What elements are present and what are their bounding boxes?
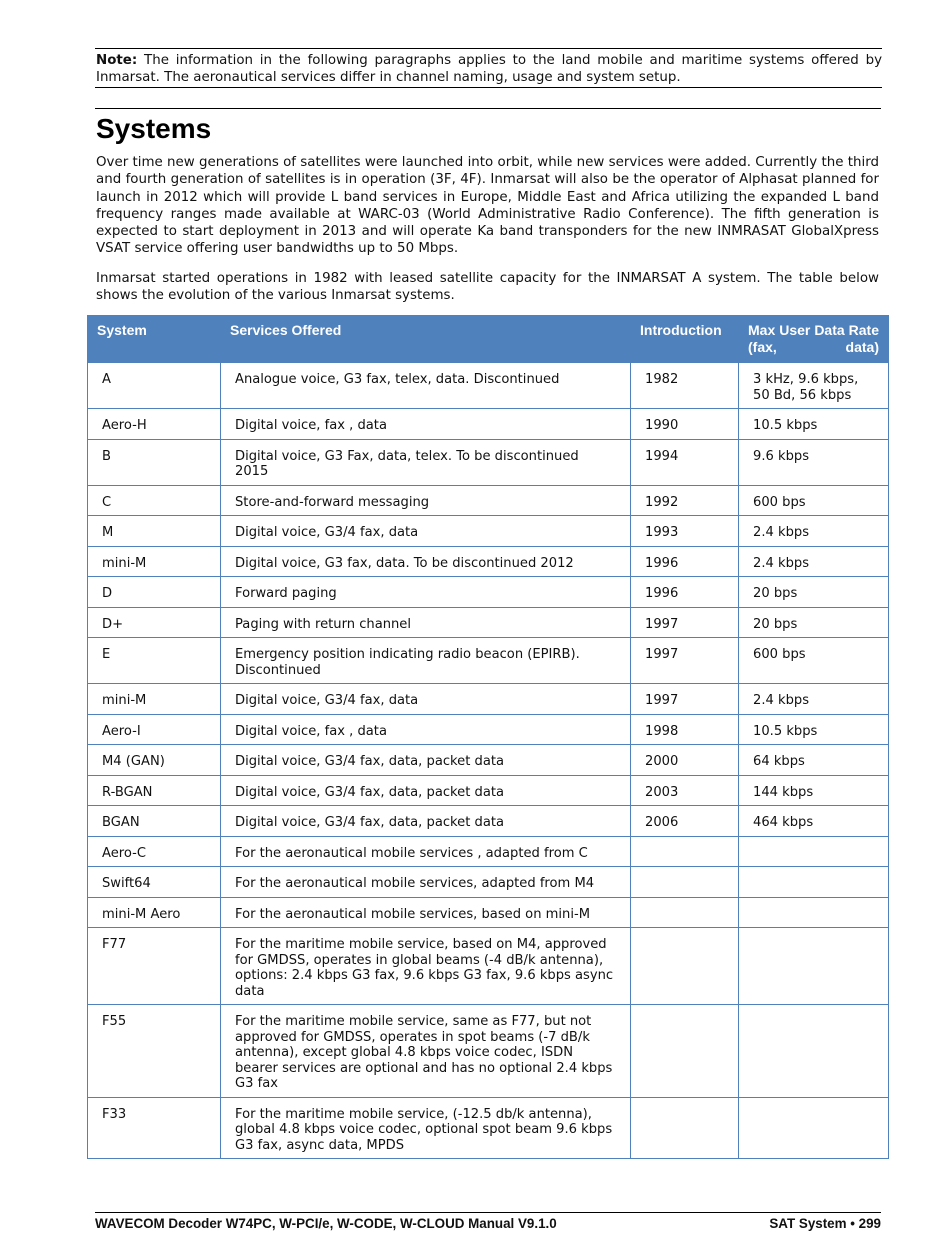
header-services: Services Offered: [221, 316, 631, 363]
cell-introduction: 1994: [631, 439, 739, 485]
cell-max-rate: 600 bps: [739, 638, 889, 684]
header-system: System: [88, 316, 221, 363]
cell-max-rate: [739, 897, 889, 928]
cell-system: Aero-H: [88, 409, 221, 440]
cell-services: Forward paging: [221, 577, 631, 608]
cell-services: Digital voice, G3 fax, data. To be discontinued 2012: [221, 546, 631, 577]
table-row: [88, 806, 889, 837]
cell-introduction: [631, 1005, 739, 1098]
cell-system: D+: [88, 607, 221, 638]
table-row: [88, 546, 889, 577]
cell-system: R-BGAN: [88, 775, 221, 806]
cell-system: BGAN: [88, 806, 221, 837]
table-row: [88, 607, 889, 638]
cell-system: mini-M Aero: [88, 897, 221, 928]
cell-introduction: 2003: [631, 775, 739, 806]
cell-system: D: [88, 577, 221, 608]
cell-services: Digital voice, G3 Fax, data, telex. To be discontinued 2015: [221, 439, 631, 485]
cell-introduction: 1992: [631, 485, 739, 516]
table-row: [88, 363, 889, 409]
table-row: [88, 836, 889, 867]
cell-max-rate: 9.6 kbps: [739, 439, 889, 485]
cell-services: For the maritime mobile service, based on M4, approved for GMDSS, operates in global beams (-4 dB/k antenna), options: 2.4 kbps G3 fax, 9.6 kbps G3 fax, 9.6 kbps async data: [221, 928, 631, 1005]
cell-max-rate: [739, 1005, 889, 1098]
table-row: [88, 485, 889, 516]
cell-introduction: 1998: [631, 714, 739, 745]
cell-system: F77: [88, 928, 221, 1005]
cell-max-rate: 2.4 kbps: [739, 546, 889, 577]
cell-services: Digital voice, fax , data: [221, 409, 631, 440]
cell-services: For the aeronautical mobile services, adapted from M4: [221, 867, 631, 898]
cell-services: Digital voice, fax , data: [221, 714, 631, 745]
table-row: [88, 684, 889, 715]
cell-introduction: 1990: [631, 409, 739, 440]
cell-max-rate: 464 kbps: [739, 806, 889, 837]
cell-introduction: [631, 897, 739, 928]
note-label: Note:: [96, 53, 138, 68]
table-row: [88, 745, 889, 776]
page-footer: [95, 1212, 881, 1231]
cell-introduction: 1996: [631, 546, 739, 577]
cell-services: For the maritime mobile service, (-12.5 db/k antenna), global 4.8 kbps voice codec, optional spot beam 9.6 kbps G3 fax, async data, MPDS: [221, 1097, 631, 1159]
cell-system: Aero-C: [88, 836, 221, 867]
note-text: The information in the following paragraphs applies to the land mobile and maritime systems offered by Inmarsat. The aeronautical services differ in channel naming, usage and system setup.: [96, 53, 882, 85]
cell-max-rate: 64 kbps: [739, 745, 889, 776]
cell-services: Digital voice, G3/4 fax, data, packet data: [221, 806, 631, 837]
cell-max-rate: [739, 1097, 889, 1159]
cell-introduction: 1997: [631, 607, 739, 638]
cell-introduction: 1997: [631, 638, 739, 684]
cell-max-rate: 144 kbps: [739, 775, 889, 806]
cell-services: Digital voice, G3/4 fax, data: [221, 684, 631, 715]
cell-introduction: 2000: [631, 745, 739, 776]
intro-paragraph: Over time new generations of satellites were launched into orbit, while new services were added. Currently the third and fourth generation of satellites is in operation (3F, 4F). Inmarsat will also be the operator of Alphasat planned for launch in 2012 which will provide L band services in Europe, Middle East and Africa utilizing the expanded L band frequency ranges made available at WARC-03 (World Administrative Radio Conference). The fifth generation is expected to start deployment in 2013 and will operate Ka band transponders for the new INMRASAT GlobalXpress VSAT service offering user bandwidths up to 50 Mbps.: [96, 155, 879, 257]
table-row: [88, 928, 889, 1005]
footer-page-number: SAT System • 299: [769, 1216, 881, 1231]
cell-services: Paging with return channel: [221, 607, 631, 638]
cell-introduction: [631, 1097, 739, 1159]
cell-services: Digital voice, G3/4 fax, data, packet data: [221, 745, 631, 776]
table-row: [88, 714, 889, 745]
cell-system: mini-M: [88, 684, 221, 715]
cell-introduction: 1997: [631, 684, 739, 715]
cell-system: B: [88, 439, 221, 485]
table-row: [88, 516, 889, 547]
table-body: [88, 363, 889, 1159]
table-row: [88, 775, 889, 806]
table-row: [88, 1097, 889, 1159]
header-introduction: Introduction: [631, 316, 739, 363]
cell-services: For the maritime mobile service, same as F77, but not approved for GMDSS, operates in spot beams (-7 dB/k antenna), except global 4.8 kbps voice codec, ISDN bearer services are optional and has no optional 2.4 kbps G3 fax: [221, 1005, 631, 1098]
table-row: [88, 409, 889, 440]
table-row: [88, 897, 889, 928]
cell-max-rate: [739, 867, 889, 898]
page-title: Systems: [96, 113, 212, 144]
cell-services: Digital voice, G3/4 fax, data: [221, 516, 631, 547]
cell-services: Analogue voice, G3 fax, telex, data. Discontinued: [221, 363, 631, 409]
cell-services: For the aeronautical mobile services, based on mini-M: [221, 897, 631, 928]
table-row: [88, 577, 889, 608]
cell-services: Emergency position indicating radio beacon (EPIRB). Discontinued: [221, 638, 631, 684]
table-row: [88, 867, 889, 898]
cell-system: A: [88, 363, 221, 409]
cell-system: F33: [88, 1097, 221, 1159]
systems-table: [87, 315, 889, 1159]
cell-introduction: [631, 836, 739, 867]
cell-system: mini-M: [88, 546, 221, 577]
cell-services: For the aeronautical mobile services , adapted from C: [221, 836, 631, 867]
note-box: [95, 48, 882, 88]
cell-services: Digital voice, G3/4 fax, data, packet data: [221, 775, 631, 806]
cell-max-rate: 10.5 kbps: [739, 714, 889, 745]
table-row: [88, 1005, 889, 1098]
cell-system: Swift64: [88, 867, 221, 898]
cell-introduction: 1996: [631, 577, 739, 608]
table-row: [88, 638, 889, 684]
cell-introduction: 1982: [631, 363, 739, 409]
table-header-row: [88, 316, 889, 363]
cell-max-rate: [739, 836, 889, 867]
section-divider: [95, 108, 881, 109]
cell-introduction: 2006: [631, 806, 739, 837]
cell-max-rate: 10.5 kbps: [739, 409, 889, 440]
cell-system: C: [88, 485, 221, 516]
cell-system: Aero-I: [88, 714, 221, 745]
table-row: [88, 439, 889, 485]
cell-services: Store-and-forward messaging: [221, 485, 631, 516]
cell-max-rate: 600 bps: [739, 485, 889, 516]
cell-system: M: [88, 516, 221, 547]
cell-system: M4 (GAN): [88, 745, 221, 776]
table-intro-paragraph: Inmarsat started operations in 1982 with leased satellite capacity for the INMARSAT A system. The table below shows the evolution of the various Inmarsat systems.: [96, 271, 879, 304]
cell-introduction: 1993: [631, 516, 739, 547]
cell-max-rate: 20 bps: [739, 607, 889, 638]
cell-max-rate: [739, 928, 889, 1005]
cell-introduction: [631, 928, 739, 1005]
cell-introduction: [631, 867, 739, 898]
footer-manual-title: WAVECOM Decoder W74PC, W-PCI/e, W-CODE, W-CLOUD Manual V9.1.0: [95, 1216, 557, 1231]
cell-system: F55: [88, 1005, 221, 1098]
cell-system: E: [88, 638, 221, 684]
cell-max-rate: 3 kHz, 9.6 kbps, 50 Bd, 56 kbps: [739, 363, 889, 409]
cell-max-rate: 20 bps: [739, 577, 889, 608]
cell-max-rate: 2.4 kbps: [739, 684, 889, 715]
cell-max-rate: 2.4 kbps: [739, 516, 889, 547]
header-max-rate: Max User Data Rate (fax, data): [739, 316, 889, 363]
